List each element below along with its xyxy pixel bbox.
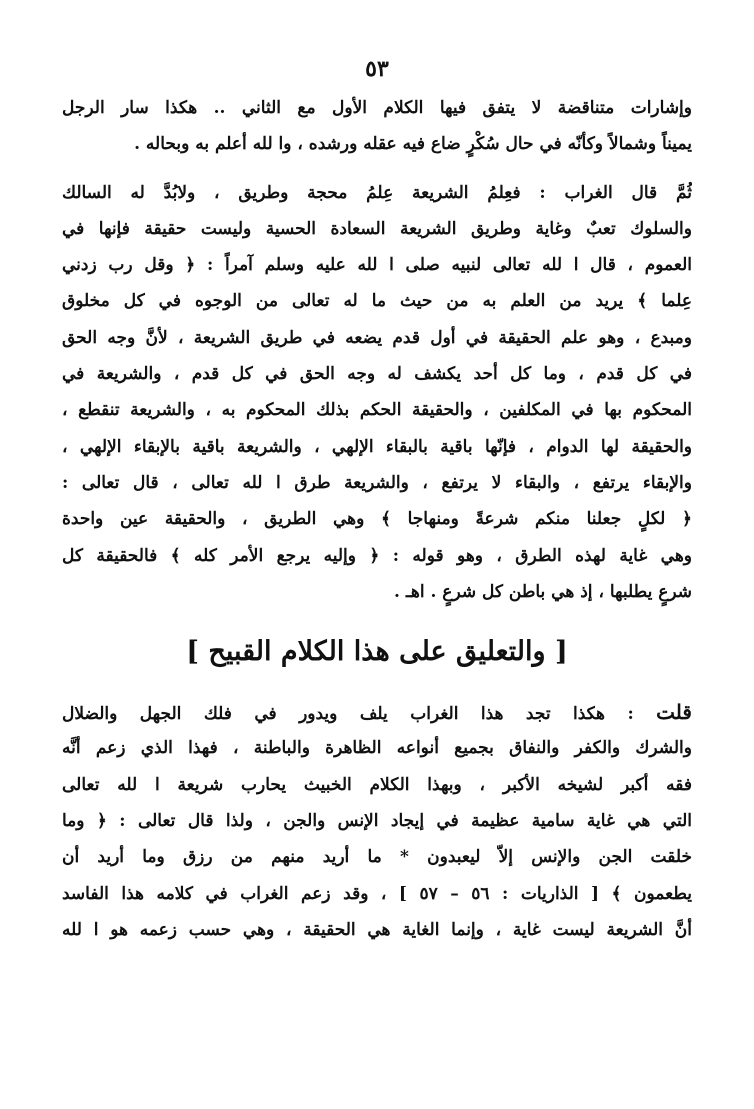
text-line: أنَّ الشريعة ليست غاية ، وإنما الغاية هي الحقيقة ، وهي حسب زعمه هو ا لله	[62, 919, 692, 940]
paragraph-quote	[62, 175, 692, 611]
text-line: ثُمَّ قال الغراب : فعِلمُ الشريعة عِلمُ محجة وطريق ، ولابُدَّ له السالك	[62, 182, 692, 203]
paragraph-commentary	[62, 694, 692, 948]
text-line: شرعٍ يطلبها ، إذ هي باطن كل شرعٍ . اهـ .	[394, 581, 692, 602]
text-line: عِلما ﴾ يريد من العلم به من حيث ما له تعالى من الوجوه في كل مخلوق	[62, 291, 692, 312]
text-line: ومبدع ، وهو علم الحقيقة في أول قدم يضعه في طريق الشريعة ، لأنَّ وجه الحق	[62, 327, 692, 348]
text-line: والإبقاء يرتفع ، والبقاء لا يرتفع ، والشريعة طرق ا لله تعالى ، قال تعالى :	[62, 472, 692, 493]
text-line: خلقت الجن والإنس إلاّ ليعبدون * ما أريد منهم من رزق وما أريد أن	[62, 847, 692, 868]
text-line: يميناً وشمالاً وكأنّه في حال سُكْرٍ ضاع فيه عقله ورشده ، وا لله أعلم به وبحاله .	[134, 134, 692, 155]
text-line: والحقيقة لها الدوام ، فإنّها باقية بالبقاء الإلهي ، والشريعة باقية بالإبقاء الإلهي ،	[62, 436, 692, 457]
text-line: يطعمون ﴾ [ الذاريات : ٥٦ – ٥٧ ] ، وقد زعم الغراب في كلامه هذا الفاسد	[62, 883, 692, 904]
text-line: العموم ، قال ا لله تعالى لنبيه صلى ا لله عليه وسلم آمراً : ﴿ وقل رب زدني	[62, 255, 692, 276]
text-line: فقه أكبر لشيخه الأكبر ، وبهذا الكلام الخبيث يحارب شريعة ا لله تعالى	[62, 774, 692, 795]
text-line	[62, 694, 692, 730]
text-line: في كل قدم ، وما كل أحد يكشف له وجه الحق في كل قدم ، والشريعة في	[62, 364, 692, 385]
text-line: والشرك والكفر والنفاق بجميع أنواعه الظاهرة والباطنة ، فهذا الذي زعم أنَّه	[62, 738, 692, 759]
text-line: المحكوم بها في المكلفين ، والحقيقة الحكم بذلك المحكوم به ، والشريعة تنقطع ،	[62, 400, 692, 421]
paragraph-intro	[62, 90, 692, 163]
text-line: والسلوك تعبٌ وغاية وطريق الشريعة السعادة الحسية وليست حقيقة فإنها في	[62, 218, 692, 239]
commentary-first-line: : هكذا تجد هذا الغراب يلف ويدور في فلك الجهل والضلال	[62, 704, 657, 725]
text-line: ﴿ لكلٍ جعلنا منكم شرعةً ومنهاجا ﴾ وهي الطريق ، والحقيقة عين واحدة	[62, 509, 692, 530]
text-line: التي هي غاية سامية عظيمة في إيجاد الإنس والجن ، ولذا قال تعالى : ﴿ وما	[62, 811, 692, 832]
text-line: وإشارات متناقضة لا يتفق فيها الكلام الأول مع الثاني .. هكذا سار الرجل	[62, 98, 692, 118]
page-number: ٥٣	[365, 56, 389, 82]
commentary-lead: قلت	[656, 700, 692, 725]
section-heading: [ والتعليق على هذا الكلام القبيح ]	[186, 636, 568, 668]
text-line: وهي غاية لهذه الطرق ، وهو قوله : ﴿ وإليه يرجع الأمر كله ﴾ فالحقيقة كل	[62, 545, 692, 566]
